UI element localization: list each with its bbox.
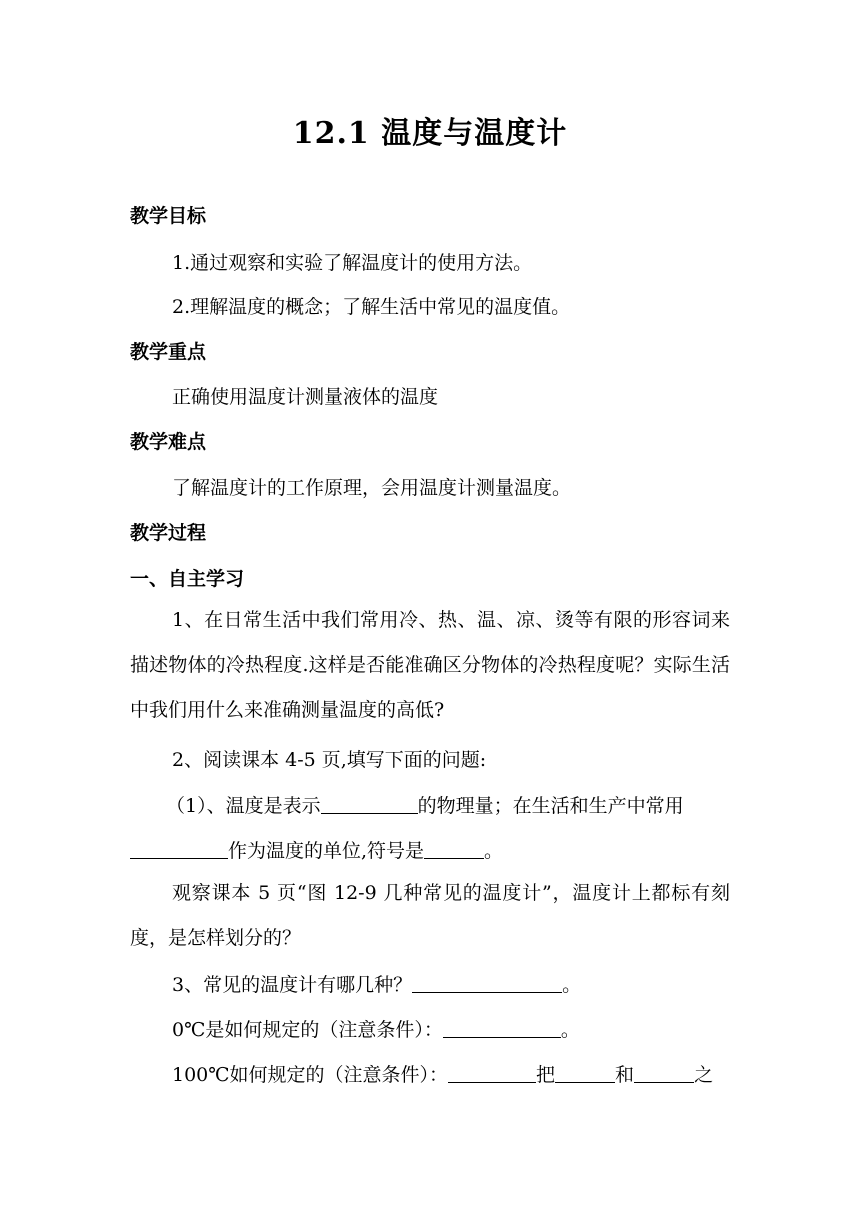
q2-1-text-d: 。 [484, 840, 504, 862]
page-title: 12.1 温度与温度计 [292, 116, 568, 151]
goal-2: 2.理解温度的概念；了解生活中常见的温度值。 [172, 296, 571, 318]
answer-blank[interactable] [412, 972, 562, 993]
answer-blank[interactable] [321, 793, 418, 814]
answer-blank[interactable] [443, 1017, 561, 1038]
difficulty-heading: 教学难点 [130, 431, 207, 453]
process-heading: 教学过程 [130, 522, 207, 544]
question-3 [172, 971, 732, 999]
q2-1-text-a: （1）、温度是表示 [166, 795, 321, 817]
hundred-text-c: 和 [615, 1064, 635, 1086]
answer-blank[interactable] [555, 1062, 615, 1083]
goals-heading: 教学目标 [130, 205, 207, 227]
zero-text-a: 0℃是如何规定的（注意条件）： [172, 1019, 443, 1041]
q2-1-text-b: 的物理量；在生活和生产中常用 [417, 795, 684, 817]
zero-definition [172, 1016, 732, 1044]
hundred-definition [172, 1061, 732, 1089]
question-2-1-line2 [130, 837, 730, 865]
q3-text-a: 3、常见的温度计有哪几种？ [172, 974, 413, 996]
hundred-text-b: 把 [536, 1064, 556, 1086]
zero-text-b: 。 [560, 1019, 580, 1041]
difficulty-text: 了解温度计的工作原理，会用温度计测量温度。 [172, 477, 572, 499]
goal-1: 1.通过观察和实验了解温度计的使用方法。 [172, 252, 533, 274]
answer-blank[interactable] [424, 838, 484, 859]
part1-heading: 一、自主学习 [130, 568, 245, 590]
answer-blank[interactable] [448, 1062, 536, 1083]
answer-blank[interactable] [634, 1062, 694, 1083]
answer-blank[interactable] [130, 838, 228, 859]
q2-1-text-c: 作为温度的单位,符号是 [228, 840, 425, 862]
hundred-text-d: 之 [694, 1064, 714, 1086]
observe-paragraph: 观察课本 5 页“图 12-9 几种常见的温度计”，温度计上都标有刻度，是怎样划分的？ [130, 882, 730, 949]
hundred-text-a: 100℃如何规定的（注意条件）： [172, 1064, 449, 1086]
key-heading: 教学重点 [130, 341, 207, 363]
q3-text-b: 。 [562, 974, 582, 996]
question-2: 2、阅读课本 4-5 页,填写下面的问题: [172, 749, 487, 771]
question-1: 1、在日常生活中我们常用冷、热、温、凉、烫等有限的形容词来描述物体的冷热程度.这样是否能准确区分物体的冷热程度呢？实际生活中我们用什么来准确测量温度的高低? [130, 609, 730, 721]
key-text: 正确使用温度计测量液体的温度 [172, 386, 439, 408]
question-2-1-line1 [166, 792, 736, 820]
